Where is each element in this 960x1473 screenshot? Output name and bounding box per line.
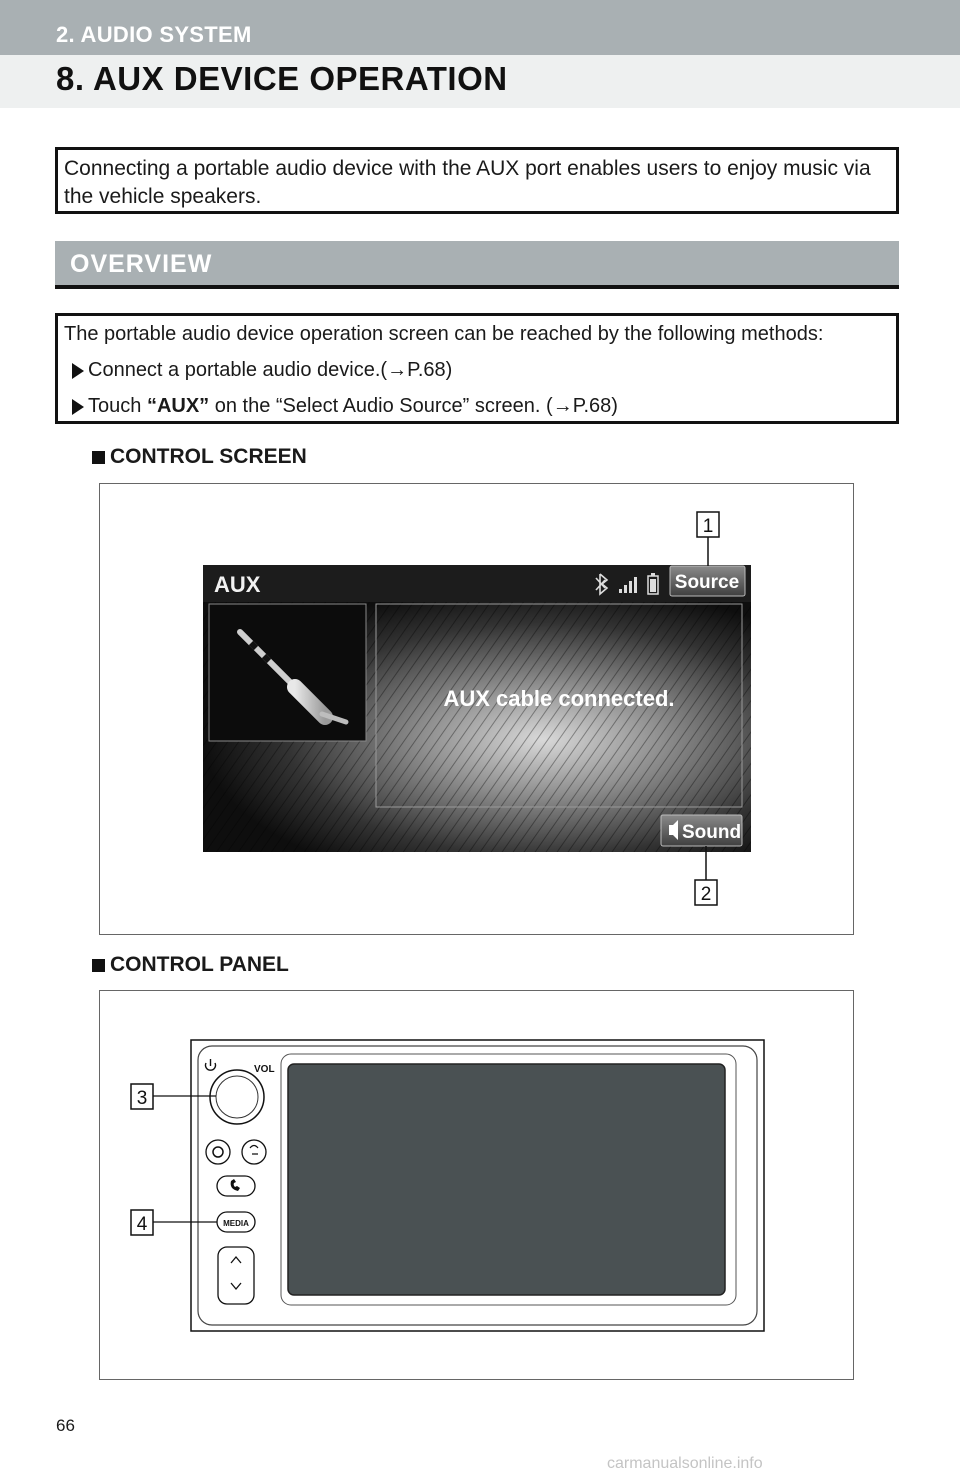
screen-title: AUX	[214, 572, 261, 597]
svg-text:2: 2	[700, 884, 712, 905]
page-title: 8. AUX DEVICE OPERATION	[56, 60, 508, 97]
methods-box	[55, 313, 899, 424]
media-label: MEDIA	[223, 1219, 249, 1228]
control-screen-svg	[100, 484, 855, 936]
phone-button[interactable]	[217, 1176, 255, 1196]
sound-button[interactable]	[661, 815, 742, 846]
control-panel-heading	[92, 953, 289, 977]
vol-label: VOL	[254, 1064, 275, 1075]
bullet-arrow-icon	[72, 363, 84, 379]
callout-2	[695, 880, 717, 905]
source-button-label: Source	[674, 572, 740, 593]
square-bullet-icon	[92, 959, 105, 972]
method-item-2	[64, 393, 890, 420]
method-text-2-bold: “AUX”	[146, 395, 210, 417]
intro-box	[55, 147, 899, 214]
power-volume-knob[interactable]	[210, 1070, 264, 1124]
source-button[interactable]	[670, 566, 745, 596]
control-panel-figure	[99, 990, 854, 1380]
callout-4	[131, 1210, 153, 1235]
method-item-1	[64, 357, 890, 384]
sound-button-label: Sound	[682, 822, 742, 843]
control-panel-svg	[100, 991, 855, 1381]
aux-message: AUX cable connected.	[443, 686, 675, 711]
method-text-2	[88, 393, 618, 420]
callout-3	[131, 1084, 153, 1109]
seek-rocker[interactable]	[218, 1247, 254, 1304]
callout-1	[697, 512, 719, 537]
square-bullet-icon	[92, 451, 105, 464]
media-button[interactable]	[217, 1212, 255, 1232]
method-text-2-suffix: on the “Select Audio Source” screen. (→P.68)	[209, 395, 618, 417]
method-text-1: Connect a portable audio device.(→P.68)	[88, 359, 453, 381]
overview-rule	[55, 285, 899, 289]
aux-jack-panel	[209, 604, 366, 741]
svg-text:3: 3	[136, 1088, 148, 1109]
control-screen-heading-text: CONTROL SCREEN	[110, 445, 307, 468]
section-label: 2. AUDIO SYSTEM	[56, 22, 252, 47]
aux-screen	[203, 565, 751, 852]
bullet-arrow-icon	[72, 399, 84, 415]
control-panel-heading-text: CONTROL PANEL	[110, 953, 289, 976]
voice-button[interactable]	[242, 1140, 266, 1164]
control-screen-figure	[99, 483, 854, 935]
display-screen	[288, 1064, 725, 1295]
watermark-link[interactable]: carmanualsonline.info	[607, 1455, 763, 1472]
intro-text: Connecting a portable audio device with the AUX port enables users to enjoy music via the vehicle speakers.	[64, 157, 871, 208]
page-number: 66	[56, 1416, 75, 1435]
overview-heading: OVERVIEW	[70, 250, 213, 278]
method-text-2-prefix: Touch	[88, 395, 147, 417]
control-screen-heading	[92, 445, 307, 469]
setup-button[interactable]	[206, 1140, 230, 1164]
svg-text:4: 4	[136, 1214, 148, 1235]
methods-lead: The portable audio device operation screen can be reached by the following methods:	[64, 323, 824, 345]
svg-text:1: 1	[702, 516, 714, 537]
